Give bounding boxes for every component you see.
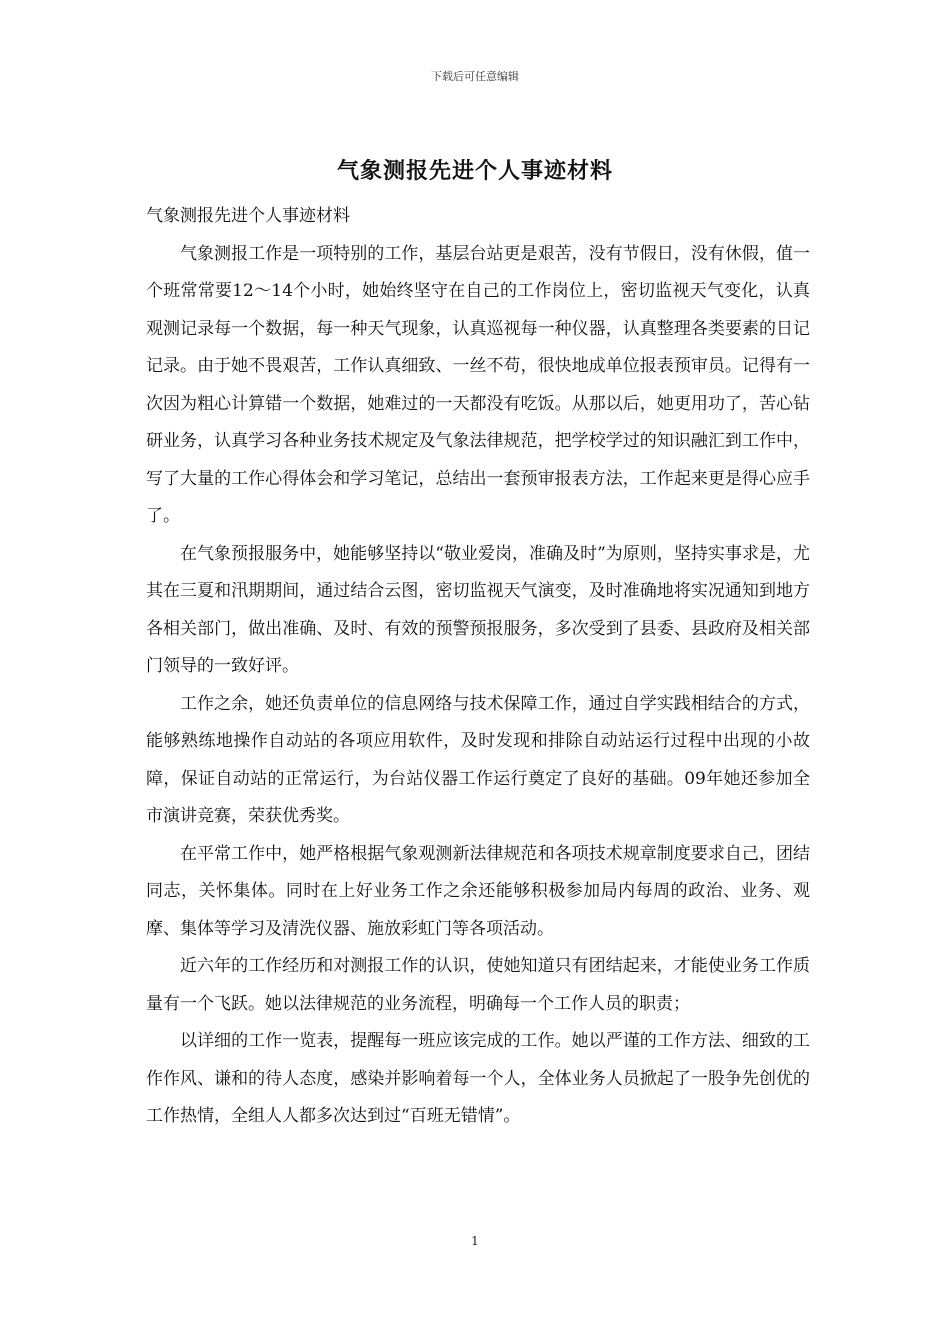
paragraph-5: 近六年的工作经历和对测报工作的认识，使她知道只有团结起来，才能使业务工作质量有一个飞跃。她以法律规范的业务流程，明确每一个工作人员的职责； [146, 956, 810, 1014]
paragraph-2: 在气象预报服务中，她能够坚持以“敬业爱岗，准确及时”为原则，坚持实事求是，尤其在三夏和汛期期间，通过结合云图，密切监视天气演变，及时准确地将实况通知到地方各相关部门，做出准确、及时、有效的预警预报服务，多次受到了县委、县政府及相关部门领导的一致好评。 [146, 543, 810, 676]
document-title: 气象测报先进个人事迹材料 [336, 158, 613, 184]
document-subtitle: 气象测报先进个人事迹材料 [146, 206, 350, 226]
paragraph-1: 气象测报工作是一项特别的工作，基层台站更是艰苦，没有节假日，没有休假，值一个班常常要12～14个小时，她始终坚守在自己的工作岗位上，密切监视天气变化，认真观测记录每一个数据，每一种天气现象，认真巡视每一种仪器，认真整理各类要素的日记记录。由于她不畏艰苦，工作认真细致、一丝不苟，很快地成单位报表预审员。记得有一次因为粗心计算错一个数据，她难过的一天都没有吃饭。从那以后，她更用功了，苦心钻研业务，认真学习各种业务技术规定及气象法律规范，把学校学过的知识融汇到工作中，写了大量的工作心得体会和学习笔记，总结出一套预审报表方法，工作起来更是得心应手了。 [146, 243, 810, 526]
page-number: 1 [471, 1234, 479, 1248]
paragraph-3: 工作之余，她还负责单位的信息网络与技术保障工作，通过自学实践相结合的方式，能够熟练地操作自动站的各项应用软件，及时发现和排除自动站运行过程中出现的小故障，保证自动站的正常运行，为台站仪器工作运行奠定了良好的基础。09年她还参加全市演讲竞赛，荣获优秀奖。 [146, 693, 810, 826]
paragraph-4: 在平常工作中，她严格根据气象观测新法律规范和各项技术规章制度要求自己，团结同志，关怀集体。同时在上好业务工作之余还能够积极参加局内每周的政治、业务、观摩、集体等学习及清洗仪器、施放彩虹门等各项活动。 [146, 843, 810, 939]
header-note: 下载后可任意编辑 [431, 70, 519, 83]
document-body [146, 198, 810, 1136]
paragraph-6: 以详细的工作一览表，提醒每一班应该完成的工作。她以严谨的工作方法、细致的工作作风、谦和的待人态度，感染并影响着每一个人，全体业务人员掀起了一股争先创优的工作热情，全组人人都多次达到过“百班无错情”。 [146, 1031, 810, 1126]
